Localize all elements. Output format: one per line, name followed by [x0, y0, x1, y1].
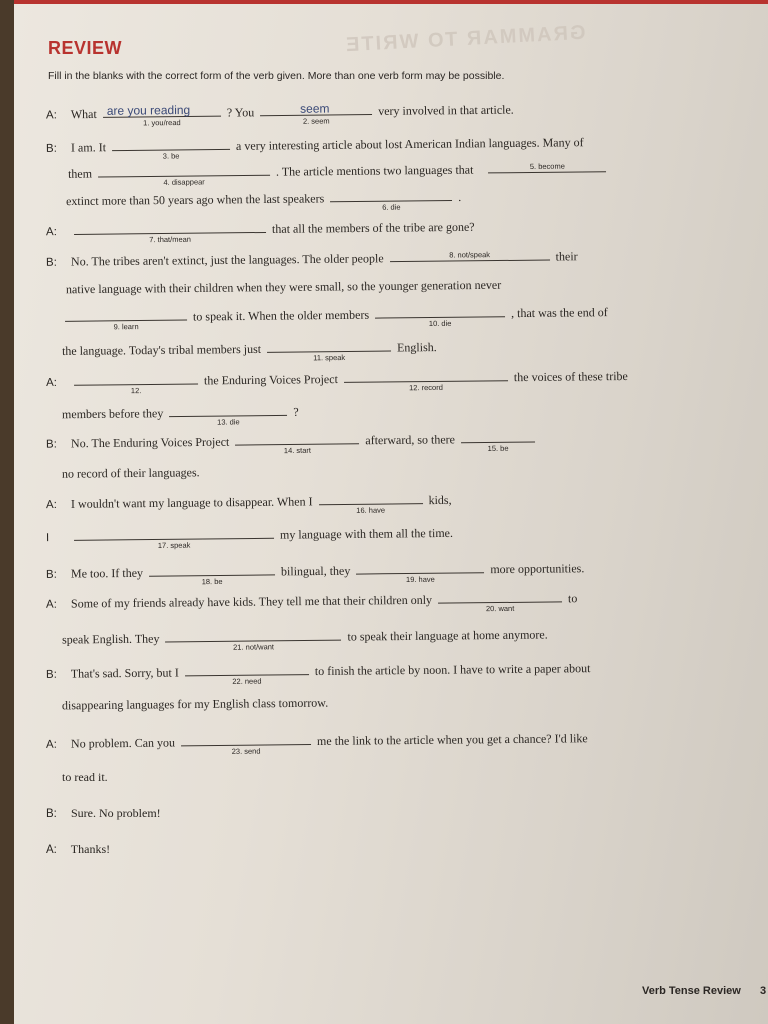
blank-9[interactable]	[65, 308, 187, 332]
blank-15[interactable]	[461, 429, 535, 453]
dialogue-line-10: A: 12. the Enduring Voices Project 12. record the voices of these tribe	[45, 368, 628, 396]
section-heading: REVIEW	[48, 38, 123, 58]
dialogue-line-22: to read it.	[62, 770, 108, 784]
speaker-label: A:	[45, 226, 57, 239]
verb-hint-7: 7. that/mean	[149, 234, 192, 245]
workbook-page	[14, 0, 768, 1024]
dialogue-line-19: B: That's sad. Sorry, but I 22. need to finish the article by noon. I have to write a paper about	[45, 661, 591, 686]
handwritten-answer-1: are you reading	[106, 102, 191, 118]
verb-hint-2: 2. seem	[302, 116, 330, 126]
verb-hint-12a: 12.	[130, 386, 142, 396]
verb-hint-1: 1. you/read	[143, 118, 181, 128]
dialogue-line-24: A: Thanks!	[46, 842, 111, 856]
blank-1[interactable]	[103, 102, 221, 128]
blank-20[interactable]	[438, 589, 562, 614]
speaker-label: A:	[45, 109, 57, 122]
bleed-through-watermark: GRAMMAR TO WRITE	[343, 21, 586, 57]
speaker-label: A:	[46, 844, 57, 856]
speaker-label: A:	[45, 499, 57, 512]
blank-14[interactable]	[235, 431, 359, 456]
speaker-label: A:	[45, 738, 57, 751]
dialogue-line-12: B: No. The Enduring Voices Project 14. start afterward, so there 15. be	[46, 429, 538, 451]
verb-hint-15: 15. be	[487, 443, 509, 453]
dialogue-line-2: B: I am. It 3. be a very interesting article about lost American Indian languages. Many of	[45, 135, 584, 161]
blank-12a[interactable]	[74, 371, 198, 396]
dialogue-line-9: the language. Today's tribal members just 11. speak English.	[61, 340, 437, 363]
speaker-label: B:	[46, 808, 57, 820]
blank-5[interactable]	[488, 159, 606, 173]
blank-23[interactable]	[181, 732, 311, 756]
speaker-label: A:	[45, 376, 57, 390]
dialogue-line-18: speak English. They 21. not/want to speak their language at home anymore.	[61, 627, 548, 652]
blank-18[interactable]	[149, 562, 275, 587]
verb-hint-21: 21. not/want	[233, 642, 275, 652]
speaker-label: B:	[45, 142, 57, 155]
dialogue-line-7: native language with their children when they were small, so the younger generation never	[65, 277, 502, 297]
dialogue-line-17: A: Some of my friends already have kids. They tell me that their children only 20. want to	[45, 591, 578, 614]
dialogue-line-5: A: 7. that/mean that all the members of the tribe are gone?	[45, 219, 475, 245]
verb-hint-6: 6. die	[382, 202, 401, 212]
dialogue-line-3: them 4. disappear . The article mentions two languages that 5. become	[68, 159, 610, 181]
dialogue-line-8: 9. learn to speak it. When the older members 10. die , that was the end of	[62, 303, 608, 325]
verb-hint-13: 13. die	[217, 417, 240, 427]
dialogue-line-14: A: I wouldn't want my language to disappear. When I 16. have kids,	[45, 492, 452, 515]
dialogue-line-4: extinct more than 50 years ago when the last speakers 6. die .	[65, 189, 462, 212]
dialogue-line-11: members before they 13. die ?	[61, 404, 299, 427]
blank-22[interactable]	[185, 662, 309, 686]
handwritten-answer-2: seem	[300, 101, 330, 116]
speaker-label: I	[45, 532, 50, 545]
blank-4[interactable]	[98, 163, 270, 187]
verb-hint-8: 8. not/speak	[449, 250, 491, 260]
blank-2[interactable]	[260, 101, 372, 126]
dialogue-line-15: I 17. speak my language with them all the time.	[45, 525, 454, 550]
verb-hint-5: 5. become	[529, 161, 565, 171]
speaker-label: B:	[45, 568, 57, 581]
blank-7[interactable]	[74, 220, 266, 245]
verb-hint-18: 18. be	[201, 576, 223, 587]
dialogue-line-1: A: What are you reading 1. you/read ? You seem 2. seem very involved in that article.	[45, 101, 514, 128]
blank-21[interactable]	[165, 628, 341, 652]
verb-hint-23: 23. send	[231, 746, 261, 756]
speaker-label: A:	[45, 598, 57, 611]
blank-3[interactable]	[112, 137, 230, 161]
dialogue-line-13: no record of their languages.	[61, 465, 200, 481]
dialogue-line-6: B: No. The tribes aren't extinct, just the languages. The older people 8. not/speak their	[45, 249, 578, 269]
blank-13[interactable]	[169, 403, 287, 427]
verb-hint-4: 4. disappear	[163, 177, 205, 187]
blank-19[interactable]	[356, 560, 484, 585]
blank-11[interactable]	[267, 339, 391, 363]
verb-hint-9: 9. learn	[113, 322, 139, 332]
verb-hint-11: 11. speak	[313, 352, 346, 363]
blank-12b[interactable]	[344, 368, 508, 393]
dialogue-line-21: A: No problem. Can you 23. send me the link to the article when you get a chance? I'd like	[45, 731, 588, 756]
verb-hint-19: 19. have	[405, 574, 435, 585]
verb-hint-14: 14. start	[283, 445, 312, 456]
verb-hint-12b: 12. record	[409, 382, 443, 393]
dialogue-line-23: B: Sure. No problem!	[46, 806, 161, 820]
verb-hint-17: 17. speak	[157, 540, 191, 550]
chapter-footer: Verb Tense Review	[642, 985, 741, 997]
verb-hint-3: 3. be	[162, 151, 180, 161]
speaker-label: B:	[45, 438, 57, 451]
dialogue-line-20: disappearing languages for my English class tomorrow.	[61, 695, 329, 713]
blank-16[interactable]	[318, 491, 422, 515]
verb-hint-22: 22. need	[232, 676, 262, 686]
verb-hint-10: 10. die	[428, 318, 452, 329]
blank-8[interactable]	[390, 248, 550, 263]
blank-17[interactable]	[74, 526, 274, 550]
verb-hint-20: 20. want	[485, 603, 515, 614]
verb-hint-16: 16. have	[356, 505, 386, 515]
page-top-border	[14, 0, 768, 4]
dialogue-line-16: B: Me too. If they 18. be bilingual, they 19. have more opportunities.	[45, 561, 585, 587]
speaker-label: B:	[45, 256, 57, 269]
instructions: Fill in the blanks with the correct form of the verb given. More than one verb form may be possible.	[48, 70, 505, 82]
blank-6[interactable]	[330, 188, 452, 212]
page-number: 3	[760, 985, 767, 997]
speaker-label: B:	[45, 668, 57, 681]
blank-10[interactable]	[375, 304, 505, 329]
